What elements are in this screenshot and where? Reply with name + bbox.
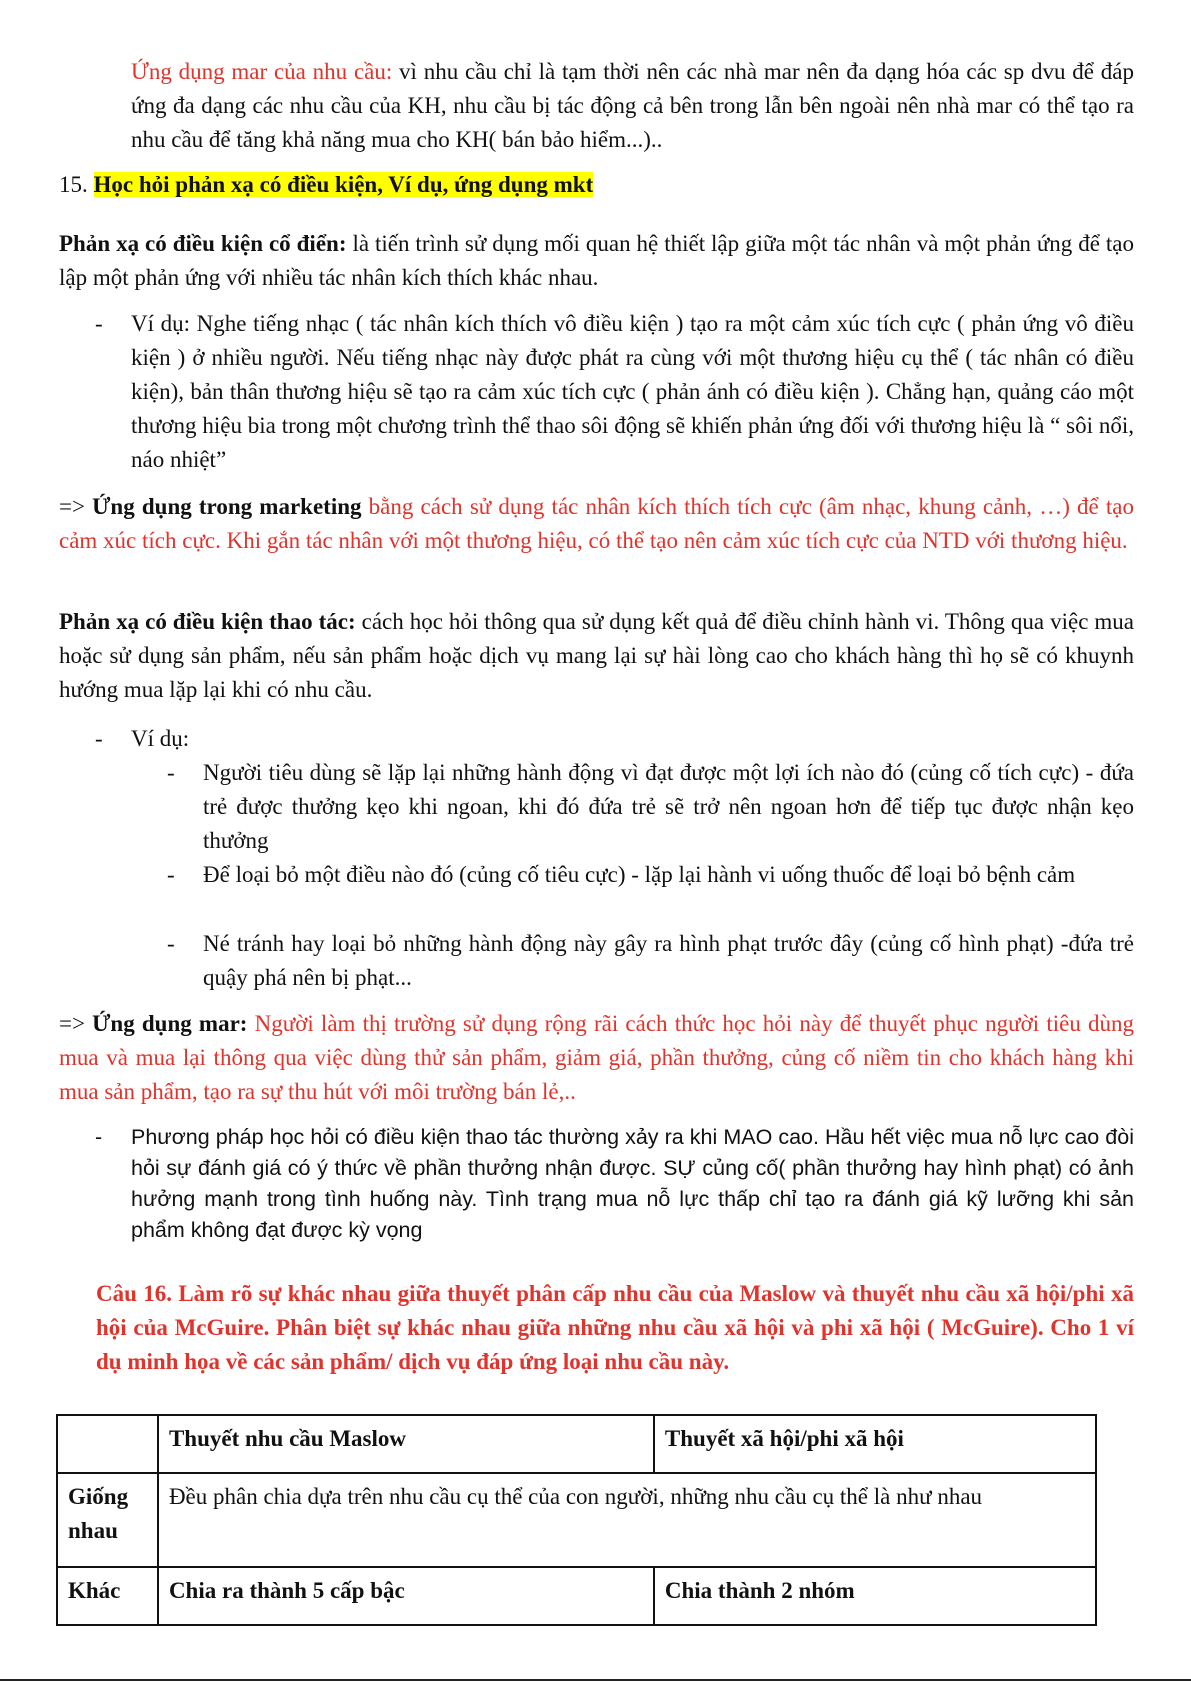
needs-application-paragraph [131, 55, 1134, 157]
classical-conditioning-text: là tiến trình sử dụng mối quan hệ thiết lập giữa một tác nhân và một phản ứng để tạo lập một phản ứng với nhiều tác nhân kích thích khác nhau. [59, 231, 1134, 290]
bullet-dash: - [95, 311, 103, 336]
operant-application-text: Người làm thị trường sử dụng rộng rãi cách thức học hỏi này để thuyết phục người tiêu dùng mua và mua lại thông qua việc dùng thử sản phẩm, giảm giá, phần thưởng, củng cố niềm tin cho khách hàng khi mua sản phẩm, tạo ra sự thu hút với môi trường bán lẻ,.. [59, 1011, 1134, 1104]
table-row-label-similar: Giống nhau [57, 1473, 158, 1567]
table-header-maslow: Thuyết nhu cầu Maslow [158, 1415, 654, 1473]
classical-conditioning-paragraph [59, 227, 1134, 295]
operant-example-positive: Người tiêu dùng sẽ lặp lại những hành động vì đạt được một lợi ích nào đó (củng cố tích cực) - đứa trẻ được thưởng kẹo khi ngoan, khi đó đứa trẻ sẽ trở nên ngoan hơn để tiếp tục được nhận kẹo thưởng [203, 760, 1134, 853]
table-header-row [57, 1415, 1096, 1473]
operant-example-punishment: Né tránh hay loại bỏ những hành động này gây ra hình phạt trước đây (củng cố hình phạt) -đứa trẻ quậy phá nên bị phạt... [203, 931, 1134, 990]
table-row-different [57, 1567, 1096, 1625]
table-different-social: Chia thành 2 nhóm [654, 1567, 1096, 1625]
section-15-heading [59, 168, 1134, 202]
bullet-dash: - [95, 1125, 103, 1149]
sub-bullet-dash: - [167, 760, 175, 785]
operant-conditioning-paragraph [59, 605, 1134, 707]
page-bottom-divider [0, 1679, 1191, 1681]
arrow-prefix: => [59, 494, 93, 519]
comparison-table [56, 1414, 1097, 1626]
table-header-social: Thuyết xã hội/phi xã hội [654, 1415, 1096, 1473]
classical-example: Ví dụ: Nghe tiếng nhạc ( tác nhân kích thích vô điều kiện ) tạo ra một cảm xúc tích cực ( phản ứng vô điều kiện ) ở nhiều người. Nếu tiếng nhạc này được phát ra cùng với một thương hiệu cụ thể ( tác nhân có điều kiện), bản thân thương hiệu sẽ tạo ra cảm xúc tích cực ( phản ánh có điều kiện ). Chẳng hạn, quảng cáo một thương hiệu bia trong một chương trình thể thao sôi động sẽ khiến phản ứng đối với thương hiệu là “ sôi nổi, náo nhiệt” [131, 311, 1134, 472]
operant-application-label: Ứng dụng mar: [92, 1011, 248, 1036]
section-15-number: 15. [59, 172, 94, 197]
table-different-maslow: Chia ra thành 5 cấp bậc [158, 1567, 654, 1625]
classical-conditioning-label: Phản xạ có điều kiện cổ điển: [59, 231, 347, 256]
classical-application-text: bằng cách sử dụng tác nhân kích thích tích cực (âm nhạc, khung cảnh, …) để tạo cảm xúc tích cực. Khi gắn tác nhân với một thương hiệu, có thể tạo nên cảm xúc tích cực của NTD với thương hiệu. [59, 494, 1134, 553]
table-corner-cell [57, 1415, 158, 1473]
operant-conditioning-text: cách học hỏi thông qua sử dụng kết quả để điều chỉnh hành vi. Thông qua việc mua hoặc sử dụng sản phẩm, nếu sản phẩm hoặc dịch vụ mang lại sự hài lòng cao cho khách hàng thì họ sẽ có khuynh hướng mua lặp lại khi có nhu cầu. [59, 609, 1134, 702]
arrow-prefix: => [59, 1011, 93, 1036]
classical-application [59, 490, 1134, 558]
bullet-dash: - [95, 726, 103, 751]
needs-application-text: vì nhu cầu chỉ là tạm thời nên các nhà mar nên đa dạng hóa các sp dvu để đáp ứng đa dạng các nhu cầu của KH, nhu cầu bị tác động cả bên trong lẫn bên ngoài nên nhà mar có thể tạo ra nhu cầu để tăng khả năng mua cho KH( bán bảo hiểm...).. [131, 59, 1134, 152]
operant-example-label: Ví dụ: [131, 726, 190, 751]
sub-bullet-dash: - [167, 862, 175, 887]
operant-method-note: Phương pháp học hỏi có điều kiện thao tác thường xảy ra khi MAO cao. Hầu hết việc mua nỗ lực cao đòi hỏi sự đánh giá có ý thức về phần thưởng nhận được. SỰ củng cố( phần thưởng hay hình phạt) có ảnh hưởng mạnh trong tình huống này. Tình trạng mua nỗ lực thấp chỉ tạo ra đánh giá kỹ lưỡng khi sản phẩm không đạt được kỳ vọng [131, 1125, 1134, 1242]
table-row-similar [57, 1473, 1096, 1567]
operant-conditioning-label: Phản xạ có điều kiện thao tác: [59, 609, 356, 634]
operant-example-negative: Để loại bỏ một điều nào đó (củng cố tiêu cực) - lặp lại hành vi uống thuốc để loại bỏ bệnh cảm [203, 862, 1076, 887]
table-similar-text: Đều phân chia dựa trên nhu cầu cụ thể của con người, những nhu cầu cụ thể là như nhau [158, 1473, 1096, 1567]
question-16: Câu 16. Làm rõ sự khác nhau giữa thuyết phân cấp nhu cầu của Maslow và thuyết nhu cầu xã hội/phi xã hội của McGuire. Phân biệt sự khác nhau giữa những nhu cầu xã hội và phi xã hội ( McGuire). Cho 1 ví dụ minh họa về các sản phẩm/ dịch vụ đáp ứng loại nhu cầu này. [96, 1281, 1134, 1374]
sub-bullet-dash: - [167, 931, 175, 956]
section-15-title: Học hỏi phản xạ có điều kiện, Ví dụ, ứng dụng mkt [93, 172, 594, 197]
needs-application-label: Ứng dụng mar của nhu cầu: [131, 59, 393, 84]
table-row-label-different: Khác [57, 1567, 158, 1625]
classical-application-label: Ứng dụng trong marketing [92, 494, 362, 519]
operant-application [59, 1007, 1134, 1109]
